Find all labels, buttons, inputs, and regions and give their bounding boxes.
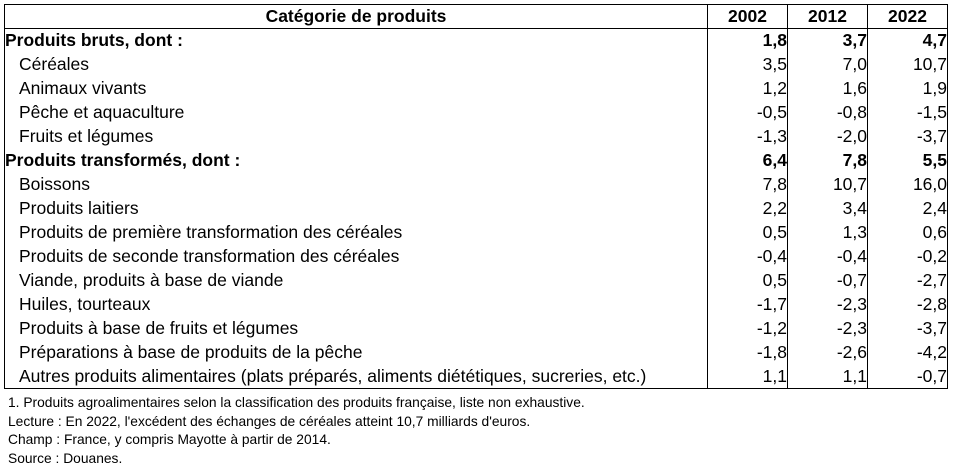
cell-2012: -2,3	[788, 293, 868, 317]
row-label: Animaux vivants	[5, 77, 708, 101]
source-note: Source : Douanes.	[8, 450, 123, 466]
cell-2002: 7,8	[708, 173, 788, 197]
table-row	[5, 365, 948, 389]
cell-2002: 1,8	[708, 29, 788, 53]
cell-2012: -0,7	[788, 269, 868, 293]
header-year-2002: 2002	[708, 5, 788, 29]
row-label: Céréales	[5, 53, 708, 77]
header-row	[5, 5, 948, 29]
table-row	[5, 317, 948, 341]
cell-2012: 3,7	[788, 29, 868, 53]
cell-2002: 1,2	[708, 77, 788, 101]
cell-2012: -2,3	[788, 317, 868, 341]
row-label: Autres produits alimentaires (plats préparés, aliments diététiques, sucreries, etc.)	[5, 365, 708, 389]
row-label: Produits laitiers	[5, 197, 708, 221]
cell-2012: -2,0	[788, 125, 868, 149]
row-label: Fruits et légumes	[5, 125, 708, 149]
cell-2002: 0,5	[708, 221, 788, 245]
cell-2002: -1,3	[708, 125, 788, 149]
cell-2002: -1,8	[708, 341, 788, 365]
cell-2002: -1,2	[708, 317, 788, 341]
cell-2002: 1,1	[708, 365, 788, 389]
cell-2002: 2,2	[708, 197, 788, 221]
table-row	[5, 125, 948, 149]
cell-2022: -2,8	[868, 293, 948, 317]
cell-2022: 10,7	[868, 53, 948, 77]
cell-2012: -0,8	[788, 101, 868, 125]
cell-2022: -4,2	[868, 341, 948, 365]
cell-2022: -2,7	[868, 269, 948, 293]
table-row	[5, 173, 948, 197]
table-row	[5, 221, 948, 245]
products-table	[4, 4, 948, 389]
scope-note: Champ : France, y compris Mayotte à partir de 2014.	[8, 432, 331, 447]
header-year-2022: 2022	[868, 5, 948, 29]
cell-2022: 5,5	[868, 149, 948, 173]
header-category: Catégorie de produits	[5, 5, 708, 29]
table-row	[5, 293, 948, 317]
table-row	[5, 101, 948, 125]
notes	[8, 394, 585, 468]
cell-2002: -1,7	[708, 293, 788, 317]
table-row	[5, 149, 948, 173]
row-label: Produits de première transformation des céréales	[5, 221, 708, 245]
row-label: Produits transformés, dont :	[5, 149, 708, 173]
cell-2022: 2,4	[868, 197, 948, 221]
cell-2012: 10,7	[788, 173, 868, 197]
cell-2002: -0,4	[708, 245, 788, 269]
table-row	[5, 29, 948, 53]
table-row	[5, 269, 948, 293]
cell-2012: 7,0	[788, 53, 868, 77]
cell-2002: 0,5	[708, 269, 788, 293]
cell-2022: 16,0	[868, 173, 948, 197]
table-row	[5, 77, 948, 101]
cell-2022: -0,7	[868, 365, 948, 389]
table-row	[5, 53, 948, 77]
row-label: Viande, produits à base de viande	[5, 269, 708, 293]
reading-note: Lecture : En 2022, l'excédent des échanges de céréales atteint 10,7 milliards d'euros.	[8, 413, 531, 429]
row-label: Produits bruts, dont :	[5, 29, 708, 53]
cell-2022: -0,2	[868, 245, 948, 269]
table-row	[5, 245, 948, 269]
row-label: Boissons	[5, 173, 708, 197]
cell-2012: -0,4	[788, 245, 868, 269]
cell-2022: -3,7	[868, 125, 948, 149]
row-label: Produits de seconde transformation des céréales	[5, 245, 708, 269]
cell-2022: -3,7	[868, 317, 948, 341]
cell-2012: -2,6	[788, 341, 868, 365]
cell-2012: 3,4	[788, 197, 868, 221]
cell-2012: 1,6	[788, 77, 868, 101]
cell-2002: 6,4	[708, 149, 788, 173]
row-label: Produits à base de fruits et légumes	[5, 317, 708, 341]
footnote: 1. Produits agroalimentaires selon la classification des produits française, liste non exhaustive.	[8, 395, 585, 410]
table-row	[5, 341, 948, 365]
cell-2022: 1,9	[868, 77, 948, 101]
cell-2012: 7,8	[788, 149, 868, 173]
cell-2022: 4,7	[868, 29, 948, 53]
cell-2012: 1,3	[788, 221, 868, 245]
table-row	[5, 197, 948, 221]
header-year-2012: 2012	[788, 5, 868, 29]
cell-2022: 0,6	[868, 221, 948, 245]
cell-2002: 3,5	[708, 53, 788, 77]
row-label: Huiles, tourteaux	[5, 293, 708, 317]
row-label: Pêche et aquaculture	[5, 101, 708, 125]
row-label: Préparations à base de produits de la pêche	[5, 341, 708, 365]
cell-2022: -1,5	[868, 101, 948, 125]
cell-2012: 1,1	[788, 365, 868, 389]
cell-2002: -0,5	[708, 101, 788, 125]
table-body	[5, 29, 948, 389]
